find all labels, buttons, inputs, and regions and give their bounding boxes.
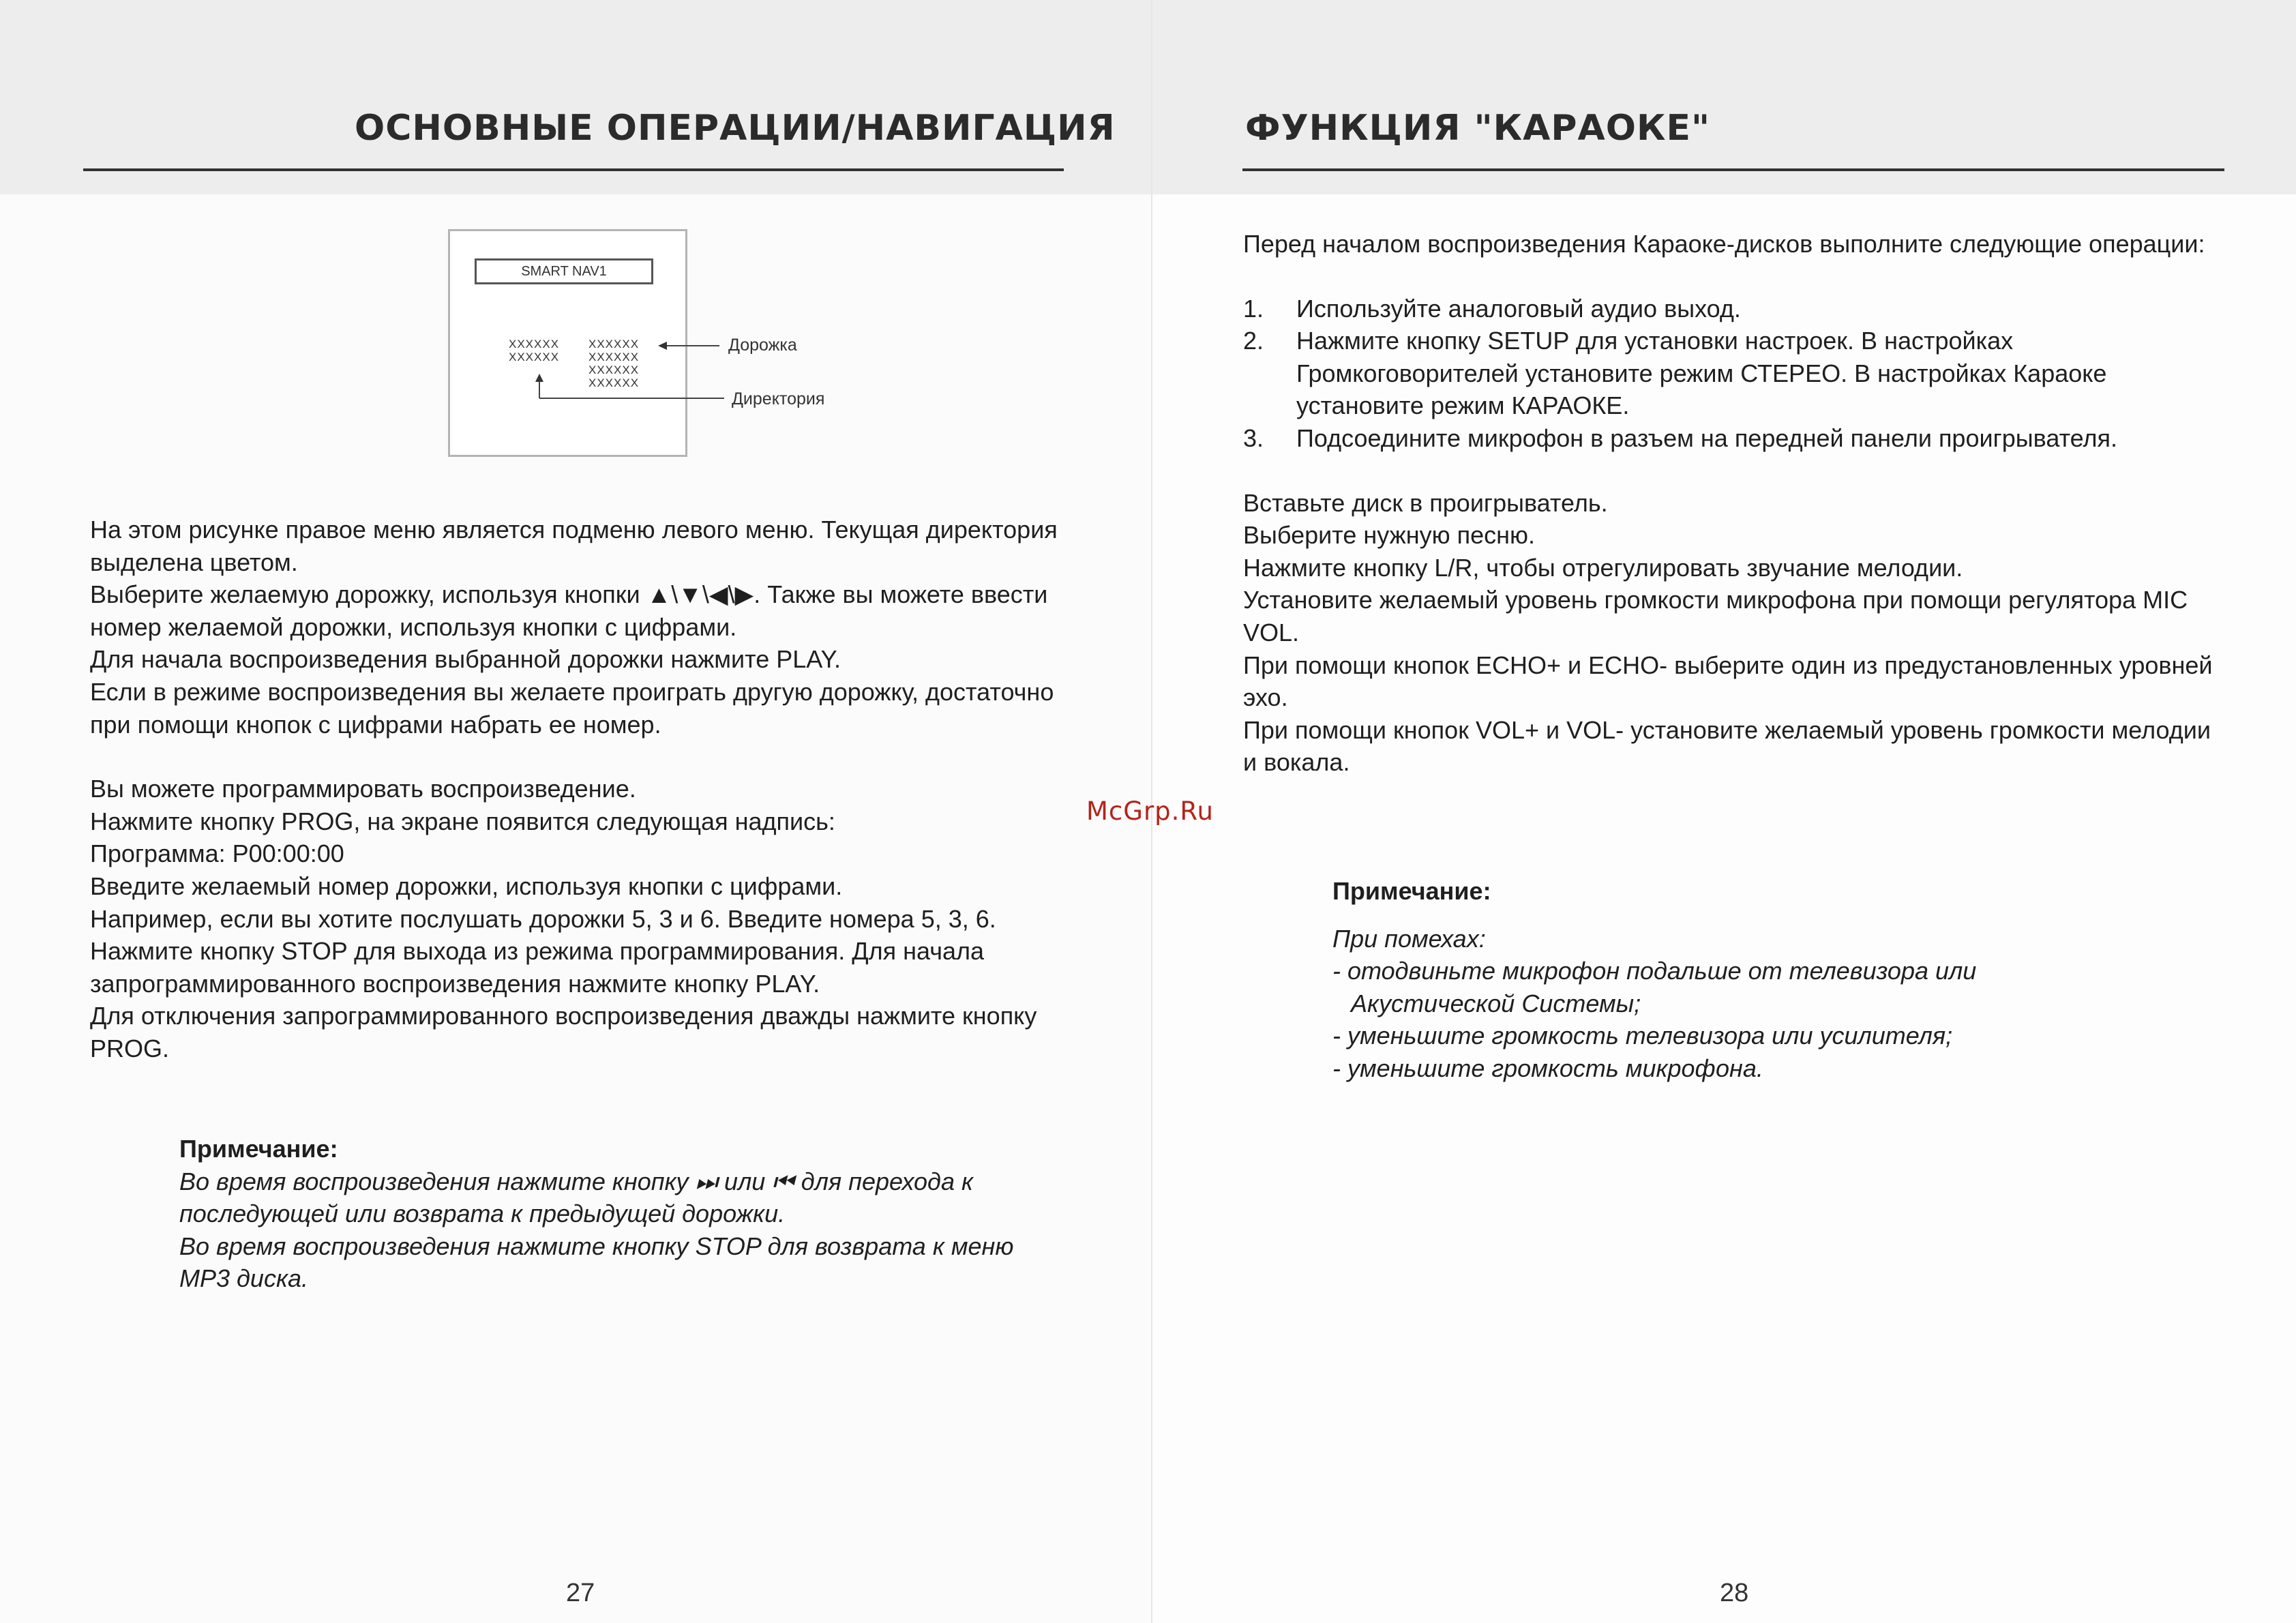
paragraph: При помощи кнопок VOL+ и VOL- установите желаемый уровень громкости мелодии и вокала. xyxy=(1243,715,2211,777)
page-number-right: 28 xyxy=(1720,1579,1749,1607)
step-number: 1. xyxy=(1243,294,1264,323)
step-item xyxy=(1243,293,2222,325)
paragraph: Если в режиме воспроизведения вы желаете проиграть другую дорожку, достаточно при помощи кнопок с цифрами набрать ее номер. xyxy=(90,677,1054,739)
right-menu-item: XXXXXX xyxy=(588,363,640,376)
paragraph: Выберите нужную песню. xyxy=(1243,521,1536,550)
note-title: Примечание: xyxy=(1332,877,1491,905)
right-note xyxy=(1332,875,2083,1085)
paragraph: При помощи кнопок ECHO+ и ECHO- выберите один из предустановленных уровней эхо. xyxy=(1243,651,2213,712)
note-subtitle: При помехах: xyxy=(1332,924,1486,953)
note-line: - уменьшите громкость телевизора или усилителя; xyxy=(1332,1022,1953,1050)
paragraph: Для отключения запрограммированного воспроизведения дважды нажмите кнопку PROG. xyxy=(90,1002,1037,1062)
step-text: Нажмите кнопку SETUP для установки настроек. В настройках Громкоговорителей установите режим СТЕРЕО. В настройках Караоке установите режим КАРАОКЕ. xyxy=(1296,327,2107,420)
left-note xyxy=(179,1133,1067,1295)
right-menu-item: XXXXXX xyxy=(588,338,640,351)
note-line: - отодвиньте микрофон подальше от телевизора или xyxy=(1332,957,1977,985)
note-line: - уменьшите громкость микрофона. xyxy=(1332,1054,1763,1082)
step-text: Используйте аналоговый аудио выход. xyxy=(1296,294,1741,323)
diagram-label-directory: Директория xyxy=(732,389,825,408)
note-line: Акустической Системы; xyxy=(1351,989,1641,1017)
paragraph: Выберите желаемую дорожку, используя кнопки ▲\▼\◀\▶. Также вы можете ввести номер желаемой дорожки, используя кнопки с цифрами. xyxy=(90,580,1048,641)
watermark: McGrp.Ru xyxy=(1086,796,1214,826)
directory-arrow-icon xyxy=(535,374,543,382)
paragraph: Вставьте диск в проигрыватель. xyxy=(1243,488,1608,517)
right-body xyxy=(1243,228,2222,779)
left-body xyxy=(90,513,1065,1065)
page-number-left: 27 xyxy=(566,1579,595,1607)
right-menu-item: XXXXXX xyxy=(588,351,640,363)
diagram-label-track: Дорожка xyxy=(728,336,797,355)
step-item xyxy=(1243,422,2222,455)
left-page-title: ОСНОВНЫЕ ОПЕРАЦИИ/НАВИГАЦИЯ xyxy=(355,108,1116,149)
paragraph: На этом рисунке правое меню является подменю левого меню. Текущая директория выделена цветом. xyxy=(90,516,1058,576)
right-menu-item: XXXXXX xyxy=(588,376,640,389)
diagram-pointer-lines xyxy=(0,0,1152,477)
track-arrow-icon xyxy=(658,342,667,350)
paragraph: Введите желаемый номер дорожки, используя кнопки с цифрами. xyxy=(90,872,843,900)
paragraph: Например, если вы хотите послушать дорожки 5, 3 и 6. Введите номера 5, 3, 6. xyxy=(90,904,996,933)
step-number: 2. xyxy=(1243,327,1264,355)
paragraph: Нажмите кнопку STOP для выхода из режима программирования. Для начала запрограммированного воспроизведения нажмите кнопку PLAY. xyxy=(90,937,985,998)
left-menu-item: XXXXXX xyxy=(509,351,560,363)
paragraph: Нажмите кнопку PROG, на экране появится следующая надпись: xyxy=(90,807,835,835)
intro-paragraph: Перед началом воспроизведения Караоке-дисков выполните следующие операции: xyxy=(1243,230,2205,258)
right-page xyxy=(1152,0,2296,1623)
smart-nav-header: SMART NAV1 xyxy=(475,258,653,284)
right-page-title: ФУНКЦИЯ "КАРАОКЕ" xyxy=(1245,108,1711,149)
right-header-band xyxy=(1152,0,2296,194)
paragraph: Нажмите кнопку L/R, чтобы отрегулировать звучание мелодии. xyxy=(1243,553,1963,582)
note-title: Примечание: xyxy=(179,1135,338,1163)
note-line: Во время воспроизведения нажмите кнопку ⏭ или ⏮ для перехода к последующей или возврата к предыдущей дорожки. xyxy=(179,1167,973,1228)
paragraph: Вы можете программировать воспроизведение. xyxy=(90,775,636,803)
paragraph: Программа: Р00:00:00 xyxy=(90,839,344,868)
right-title-rule xyxy=(1242,168,2224,171)
step-text: Подсоедините микрофон в разъем на передней панели проигрывателя. xyxy=(1296,423,2117,452)
step-number: 3. xyxy=(1243,423,1264,452)
paragraph: Установите желаемый уровень громкости микрофона при помощи регулятора MIC VOL. xyxy=(1243,586,2188,646)
note-line: Во время воспроизведения нажмите кнопку STOP для возврата к меню MP3 диска. xyxy=(179,1232,1014,1293)
left-menu-item: XXXXXX xyxy=(509,338,560,351)
step-item xyxy=(1243,325,2222,422)
paragraph: Для начала воспроизведения выбранной дорожки нажмите PLAY. xyxy=(90,645,841,674)
